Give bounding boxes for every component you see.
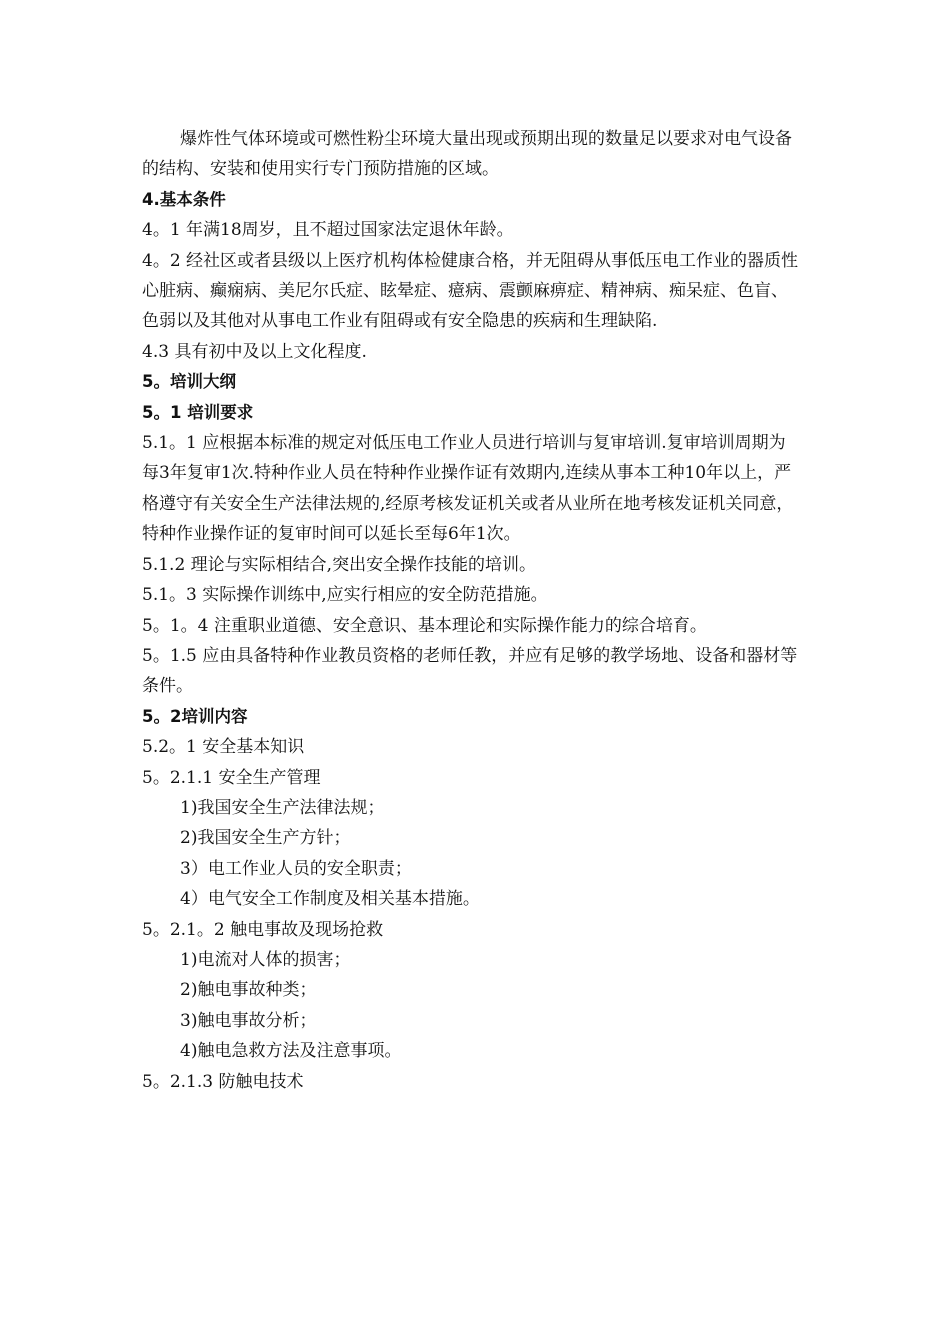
section-5-2-heading: 5。2培训内容 bbox=[142, 706, 248, 726]
group-2-item: 4)触电急救方法及注意事项。 bbox=[180, 1041, 402, 1062]
group-1-item: 3）电工作业人员的安全职责； bbox=[180, 858, 412, 879]
section-4-item: 4.3 具有初中及以上文化程度. bbox=[142, 341, 367, 362]
group-1-title: 5。2.1.1 安全生产管理 bbox=[142, 767, 321, 788]
section-5-1-item: 5。1.5 应由具备特种作业教员资格的老师任教，并应有足够的教学场地、设备和器材等条件。 bbox=[142, 645, 798, 697]
group-1-item: 1)我国安全生产法律法规； bbox=[180, 797, 385, 818]
section-5-1-item: 5.1。1 应根据本标准的规定对低压电工作业人员进行培训与复审培训.复审培训周期为每3年复审1次.特种作业人员在特种作业操作证有效期内,连续从事本工种10年以上，严格遵守有关安全生产法律法规的,经原考核发证机关或者从业所在地考核发证机关同意，特种作业操作证的复审时间可以延长至每6年1次。 bbox=[142, 433, 794, 545]
intro-paragraph: 爆炸性气体环境或可燃性粉尘环境大量出现或预期出现的数量足以要求对电气设备的结构、安装和使用实行专门预防措施的区域。 bbox=[142, 129, 792, 180]
group-2-title: 5。2.1。2 触电事故及现场抢救 bbox=[142, 919, 384, 940]
section-4-item: 4。2 经社区或者县级以上医疗机构体检健康合格，并无阻碍从事低压电工作业的器质性心脏病、癫痫病、美尼尔氏症、眩晕症、癔病、震颤麻痹症、精神病、痴呆症、色盲、色弱以及其他对从事电工作业有阻碍或有安全隐患的疾病和生理缺陷. bbox=[142, 250, 799, 332]
section-4-heading: 4.基本条件 bbox=[142, 189, 226, 209]
section-4-item: 4。1 年满18周岁，且不超过国家法定退休年龄。 bbox=[142, 220, 514, 241]
group-3-title: 5。2.1.3 防触电技术 bbox=[142, 1071, 304, 1092]
group-1-item: 2)我国安全生产方针； bbox=[180, 828, 351, 849]
section-5-heading: 5。培训大纲 bbox=[142, 372, 236, 392]
section-5-1-heading: 5。1 培训要求 bbox=[142, 402, 254, 422]
section-5-1-item: 5.1。3 实际操作训练中,应实行相应的安全防范措施。 bbox=[142, 585, 548, 606]
group-2-item: 1)电流对人体的损害； bbox=[180, 949, 351, 970]
group-2-item: 3)触电事故分析； bbox=[180, 1010, 317, 1031]
section-5-2-1-title: 5.2。1 安全基本知识 bbox=[142, 737, 305, 758]
group-2-item: 2)触电事故种类； bbox=[180, 980, 317, 1001]
section-5-1-item: 5。1。4 注重职业道德、安全意识、基本理论和实际操作能力的综合培育。 bbox=[142, 615, 707, 636]
group-1-item: 4）电气安全工作制度及相关基本措施。 bbox=[180, 889, 480, 910]
section-5-1-item: 5.1.2 理论与实际相结合,突出安全操作技能的培训。 bbox=[142, 554, 537, 575]
document-page bbox=[142, 124, 802, 1097]
